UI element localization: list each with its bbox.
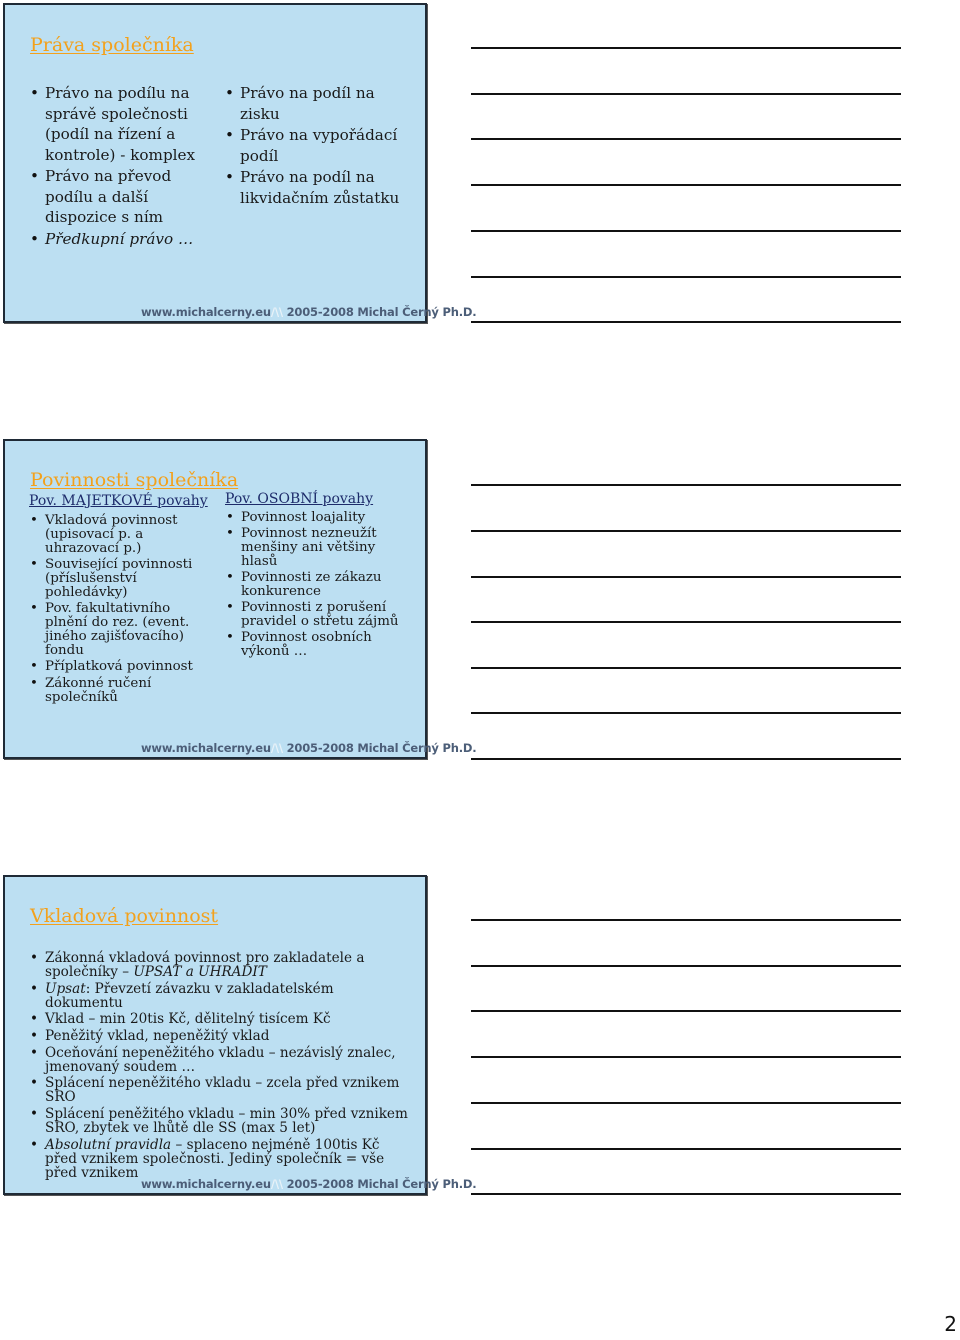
list-item: • Právo na podíl na zisku	[224, 83, 414, 124]
slide-title: Vkladová povinnost	[30, 905, 219, 927]
slide-title: Práva společníka	[30, 34, 194, 56]
list-item-text: Splácení nepeněžitého vkladu – zcela před vznikem SRO	[45, 1075, 400, 1106]
footer-logo-mark: /\\	[270, 741, 283, 755]
footer-logo-mark: /\\	[270, 305, 283, 319]
slide-footer	[141, 305, 476, 319]
bullet-list-right	[224, 83, 414, 209]
list-item-text: Peněžitý vklad, nepeněžitý vklad	[45, 1028, 270, 1045]
note-line	[471, 1102, 901, 1104]
note-line	[471, 484, 901, 486]
slide-footer	[141, 1177, 476, 1191]
list-item	[29, 1046, 409, 1074]
list-item-text: : Převzetí závazku v zakladatelském dokumentu	[45, 980, 334, 1011]
footer-logo-mark: /\\	[270, 1177, 283, 1191]
footer-site: www.michalcerny.eu	[141, 305, 271, 319]
list-item: • Pov. fakultativního plnění do rez. (event. jiného zajišťovacího) fondu	[29, 602, 211, 657]
footer-site: www.michalcerny.eu	[141, 741, 271, 755]
list-item-text: Vklad – min 20tis Kč, dělitelný tisícem Kč	[45, 1011, 331, 1028]
list-item: • Předkupní právo …	[29, 229, 199, 250]
list-item: • Vkladová povinnost (upisovací p. a uhrazovací p.)	[29, 514, 211, 555]
list-item: • Právo na vypořádací podíl	[224, 125, 414, 166]
slide-footer	[141, 741, 476, 755]
list-item: • Povinnosti z porušení pravidel o střetu zájmů	[225, 601, 415, 629]
note-line	[471, 1010, 901, 1012]
list-item: • Související povinnosti (příslušenství pohledávky)	[29, 558, 211, 599]
column-heading-majetkove: Pov. MAJETKOVÉ povahy	[29, 493, 208, 509]
footer-copyright: 2005-2008 Michal Černý Ph.D.	[282, 741, 477, 755]
list-item	[29, 1138, 409, 1180]
note-line	[471, 93, 901, 95]
note-line	[471, 47, 901, 49]
page-number: 2	[944, 1312, 957, 1336]
footer-copyright: 2005-2008 Michal Černý Ph.D.	[282, 1177, 477, 1191]
list-item: • Povinnost nezneužít menšiny ani většiny hlasů	[225, 527, 415, 568]
bullet-list	[29, 951, 409, 1183]
note-line	[471, 276, 901, 278]
list-item-text: Zákonná vkladová povinnost pro zakladatele a společníky –	[45, 950, 365, 980]
list-item: • Právo na převod podílu a další dispozice s ním	[29, 166, 199, 228]
slide-title: Povinnosti společníka	[30, 469, 239, 491]
slide-povinnosti-spolecnika	[3, 439, 477, 759]
list-item: • Zákonné ručení společníků	[29, 677, 211, 705]
note-line	[471, 576, 901, 578]
note-line	[471, 712, 901, 714]
note-line	[471, 321, 901, 323]
list-item	[29, 1076, 409, 1104]
list-item	[29, 1012, 409, 1026]
list-item: • Povinnost loajality	[225, 511, 415, 525]
list-item-text: UPSAT a UHRADIT	[133, 964, 267, 980]
bullet-list-left	[29, 83, 199, 250]
bullet-list-left	[29, 514, 211, 707]
list-item	[29, 1029, 409, 1043]
note-line	[471, 230, 901, 232]
note-line	[471, 758, 901, 760]
note-line	[471, 621, 901, 623]
list-item	[29, 951, 409, 979]
list-item-text: Absolutní pravidla	[45, 1136, 172, 1153]
list-item: • Právo na podílu na správě společnosti (podíl na řízení a kontrole) - komplex	[29, 83, 199, 165]
note-line	[471, 965, 901, 967]
footer-site: www.michalcerny.eu	[141, 1177, 271, 1191]
note-line	[471, 184, 901, 186]
list-item	[29, 1107, 409, 1135]
note-line	[471, 138, 901, 140]
list-item: • Povinnost osobních výkonů …	[225, 631, 415, 659]
list-item-text: Upsat	[45, 980, 86, 997]
slide-prava-spolecnika	[3, 3, 477, 323]
list-item-text: Oceňování nepeněžitého vkladu – nezávislý znalec, jmenovaný soudem …	[45, 1044, 396, 1075]
note-line	[471, 1148, 901, 1150]
note-line	[471, 667, 901, 669]
list-item-text: – splaceno nejméně 100tis Kč před vznikem společnosti. Jediný společník = vše před vznikem	[45, 1136, 385, 1181]
bullet-list-right	[225, 511, 415, 661]
list-item: • Příplatková povinnost	[29, 660, 211, 674]
list-item: • Právo na podíl na likvidačním zůstatku	[224, 167, 414, 208]
note-line	[471, 1056, 901, 1058]
footer-copyright: 2005-2008 Michal Černý Ph.D.	[282, 305, 477, 319]
list-item	[29, 982, 409, 1010]
list-item: • Povinnosti ze zákazu konkurence	[225, 571, 415, 599]
slide-vkladova-povinnost	[3, 875, 477, 1195]
column-heading-osobni: Pov. OSOBNÍ povahy	[225, 491, 374, 507]
list-item-text: Splácení peněžitého vkladu – min 30% před vznikem SRO, zbytek ve lhůtě dle SS (max 5 let)	[45, 1106, 408, 1137]
note-line	[471, 1193, 901, 1195]
note-line	[471, 919, 901, 921]
note-line	[471, 530, 901, 532]
